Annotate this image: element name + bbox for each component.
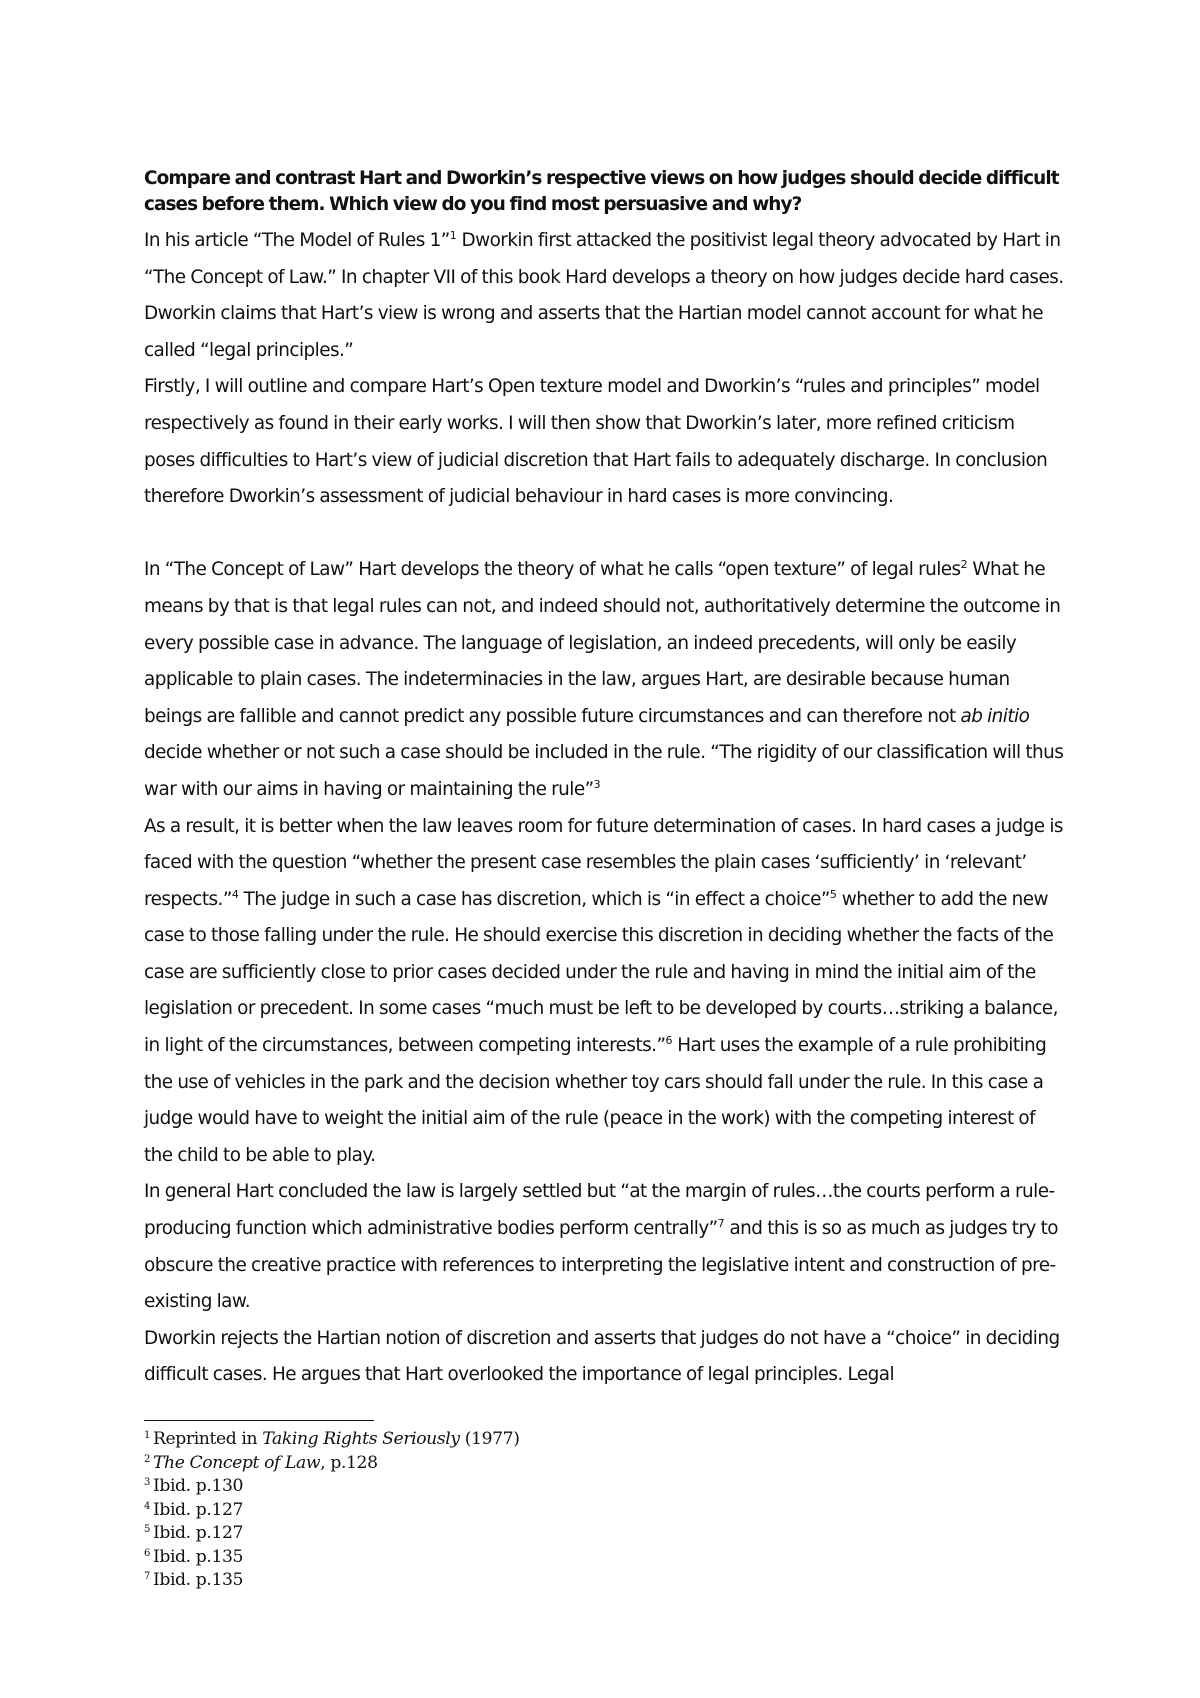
footnote-1 (144, 1428, 1066, 1452)
paragraph-2: Firstly, I will outline and compare Hart’s Open texture model and Dworkin’s “rules and principles” model respectively as found in their early works. I will then show that Dworkin’s later, more refined criticism poses difficulties to Hart’s view of judicial discretion that Hart fails to adequately discharge. In conclusion therefore Dworkin’s assessment of judicial behaviour in hard cases is more convincing. (144, 376, 1048, 508)
footnote-6 (144, 1546, 1066, 1570)
text-segment: In “The Concept of Law” Hart develops the theory of what he calls “open texture” of legal rules (144, 559, 961, 581)
text-segment: decide whether or not such a case should be included in the rule. “The rigidity of our classification will thus war with our aims in having or maintaining the rule” (144, 742, 1064, 800)
text-segment: Hart uses the example of a rule prohibiting the use of vehicles in the park and the decision whether toy cars should fall under the rule. In this case a judge would have to weight the initial aim of the rule (peace in the work) with the competing interest of the child to be able to play. (144, 1035, 1047, 1166)
paragraph-1 (144, 223, 1066, 369)
footnote-ref: 7 (717, 1217, 725, 1231)
paragraph-4 (144, 809, 1066, 1175)
footnote-ref: 3 (593, 777, 601, 791)
footnote-3 (144, 1475, 1066, 1499)
footnote-number: 4 (144, 1500, 150, 1512)
footnote-text: Ibid. p.127 (152, 1499, 244, 1520)
footnote-text: Ibid. p.127 (152, 1523, 244, 1543)
footnote-text: Ibid. p.130 (152, 1476, 244, 1496)
footnote-number: 5 (144, 1524, 150, 1535)
text-segment: As a result, it is better when the law leaves room for future determination of cases. In hard cases a judge is faced with the question “whether the present case resembles the plain cases ‘sufficiently’ in ‘relevant’ respects.” (144, 815, 1063, 910)
footnote-5 (144, 1522, 1066, 1546)
footnote-number: 7 (144, 1571, 150, 1582)
paragraph-spacer (144, 516, 1066, 553)
footnote-text: Ibid. p.135 (152, 1546, 244, 1567)
text-segment: The judge in such a case has discretion, which is “in effect a choice” (238, 888, 830, 910)
footnote-ref: 1 (449, 229, 457, 242)
footnote-number: 6 (144, 1547, 150, 1559)
footnote-text: Reprinted in (152, 1429, 263, 1449)
text-segment: and this is so as much as judges try to obscure the creative practice with references to interpreting the legislative intent and construction of pre-existing law. (144, 1218, 1058, 1313)
footnote-ref: 4 (231, 887, 239, 901)
italic-phrase: ab initio (960, 705, 1030, 727)
document-body (144, 166, 1066, 1394)
essay-title: Compare and contrast Hart and Dworkin’s respective views on how judges should decide difficult cases before them. Which view do you find most persuasive and why? (144, 168, 1059, 215)
footnote-7 (144, 1569, 1066, 1593)
paragraph-5 (144, 1174, 1066, 1320)
footnote-number: 2 (144, 1453, 150, 1465)
footnote-separator (144, 1420, 374, 1421)
footnote-text: Ibid. p.135 (152, 1570, 244, 1590)
footnote-text: , p.128 (320, 1452, 378, 1473)
footnote-italic: Taking Rights Seriously (262, 1429, 460, 1449)
text-segment: whether to add the new case to those falling under the rule. He should exercise this discretion in deciding whether the facts of the case are sufficiently close to prior cases decided under the rule and having in mind the initial aim of the legislation or precedent. In some cases “much must be left to be developed by courts…striking a balance, in light of the circumstances, between competing interests.” (144, 888, 1058, 1057)
footnotes-section (144, 1420, 1066, 1593)
text-segment: Dworkin first attacked the positivist legal theory advocated by Hart in “The Concept of Law.” In chapter VII of this book Hard develops a theory on how judges decide hard cases. Dworkin claims that Hart’s view is wrong and asserts that the Hartian model cannot account for what he called “legal principles.” (144, 230, 1064, 361)
footnote-ref: 6 (665, 1034, 673, 1048)
paragraph-6: Dworkin rejects the Hartian notion of discretion and asserts that judges do not have a “choice” in deciding difficult cases. He argues that Hart overlooked the importance of legal principles. Legal (144, 1327, 1060, 1386)
text-segment: In general Hart concluded the law is largely settled but “at the margin of rules…the courts perform a rule-producing function which administrative bodies perform centrally” (144, 1181, 1055, 1240)
footnote-4 (144, 1499, 1066, 1523)
footnote-ref: 2 (960, 558, 968, 572)
text-segment: What he means by that is that legal rules can not, and indeed should not, authoritatively determine the outcome in every possible case in advance. The language of legislation, an indeed precedents, will only be easily applicable to plain cases. The indeterminacies in the law, argues Hart, are desirable because human beings are fallible and cannot predict any possible future circumstances and can therefore not (144, 559, 1061, 727)
footnote-number: 3 (144, 1477, 150, 1488)
footnote-2 (144, 1452, 1066, 1476)
paragraph-3 (144, 552, 1066, 808)
footnote-text: (1977) (459, 1429, 520, 1449)
footnote-italic: The Concept of Law (152, 1452, 321, 1473)
footnote-ref: 5 (829, 887, 837, 901)
text-segment: In his article “The Model of Rules 1” (144, 230, 450, 251)
footnote-number: 1 (144, 1430, 150, 1441)
